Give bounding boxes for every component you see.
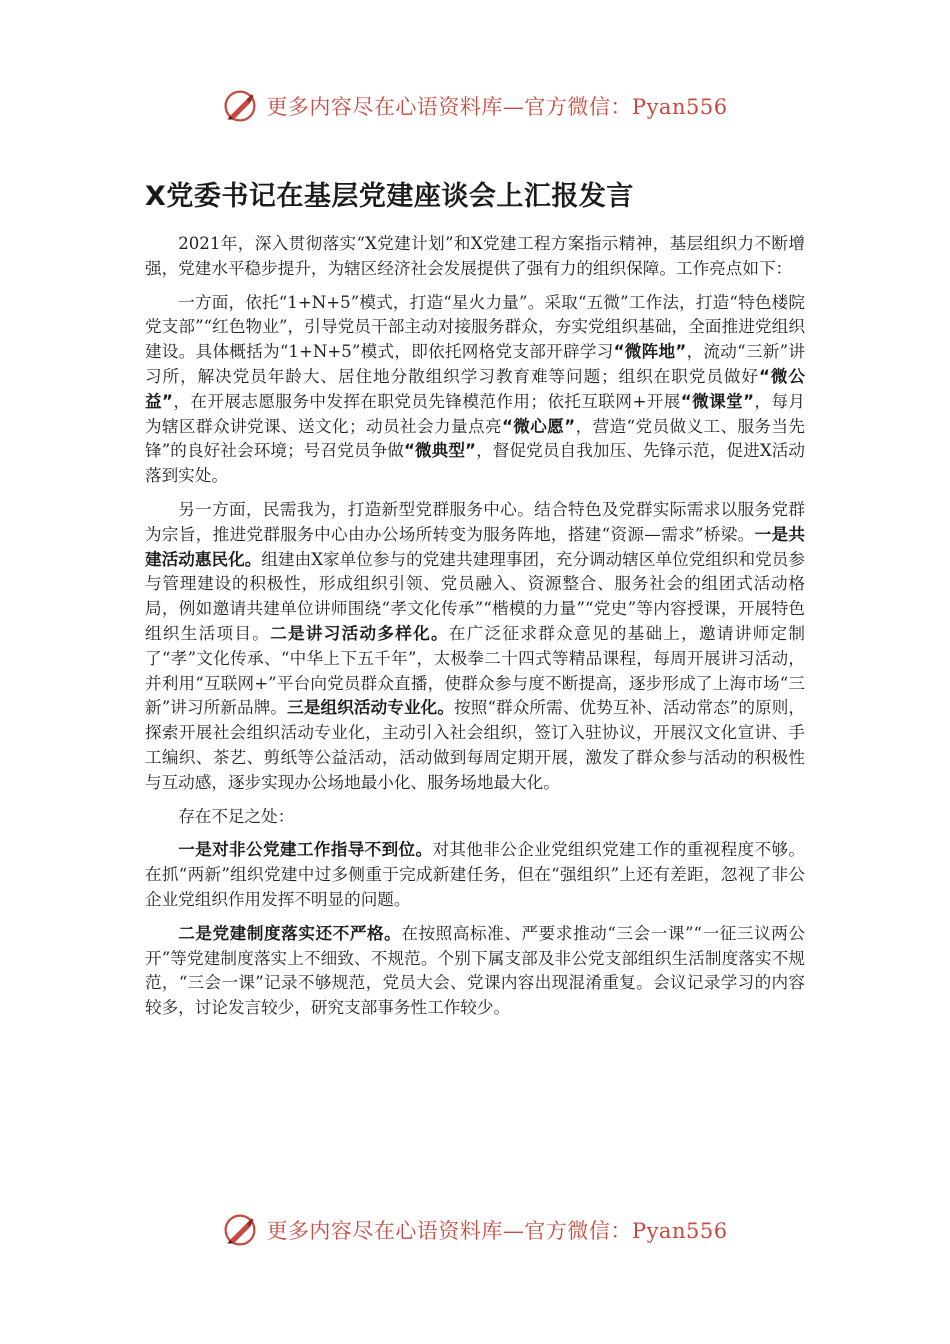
header-banner [0,84,950,128]
paragraph-shortcoming-two [145,922,805,1021]
bold-term: “微心愿” [501,416,576,436]
bold-term: “微课堂” [680,391,754,411]
paragraph-shortcomings-intro [145,805,805,830]
paragraph-shortcoming-one [145,838,805,912]
paragraph-text: ，督促党员自我加压、先锋示范，促进X活动落到实处。 [145,441,806,486]
paragraph-intro [145,232,805,282]
paragraph-text: ，营造“党员做义工、服务当先锋”的良好社会环境；号召党员争做 [145,416,806,461]
page-title: X党委书记在基层党建座谈会上汇报发言 [145,181,634,212]
banner-text: 更多内容尽在心语资料库—官方微信：Pyan556 [266,95,728,119]
paragraph-text: ，在开展志愿服务中发挥在职党员先锋模范作用；依托互联网+开展 [172,391,681,411]
paragraph-text: 按照“群众所需、优势互补、活动常态”的原则，探索开展社会组织活动专业化，主动引入社会组织，签订入驻协议，开展汉文化宣讲、手工编织、茶艺、剪纸等公益活动，活动做到每周定期开展，激发了群众参与活动的积极性与互动感，逐步实现办公场地最小化、服务场地最大化。 [145,698,806,792]
paragraph-text: 一方面，依托“1+N+5”模式，打造“星火力量”。采取“五微”工作法，打造“特色楼院党支部”“红色物业”，引导党员干部主动对接服务群众，夯实党组织基础，全面推进党组织建设。具体概括为“1+N+5”模式，即依托网格党支部开辟学习 [145,292,805,362]
bold-heading: 二是讲习活动多样化。 [270,623,449,643]
bold-heading: 二是党建制度落实还不严格。 [178,923,402,943]
bold-heading: 一是共建活动惠民化。 [145,524,805,569]
pen-logo-icon [222,88,258,124]
bold-term: “微公益” [145,366,806,411]
paragraph-one-side [145,291,805,489]
paragraph-other-side [145,498,805,796]
paragraph-text: ，每月为辖区群众讲党课、送文化；动员社会力量点亮 [145,391,806,436]
footer-banner [0,1208,950,1252]
bold-heading: 一是对非公党建工作指导不到位。 [178,840,433,860]
paragraph-text: 组建由X家单位参与的党建共建理事团，充分调动辖区单位党组织和党员参与管理建设的积极性，形成组织引领、党员融入、资源整合、服务社会的组团式活动格局，例如邀请共建单位讲师围绕“孝文化传承”“楷模的力量”“党史”等内容授课，开展特色组织生活项目。 [145,549,806,643]
paragraph-text: 对其他非公企业党组织党建工作的重视程度不够。在抓“两新”组织党建中过多侧重于完成新建任务，但在“强组织”上还有差距，忽视了非公企业党组织作用发挥不明显的问题。 [145,840,806,909]
banner-text: 更多内容尽在心语资料库—官方微信：Pyan556 [266,1219,728,1243]
bold-term: “微阵地” [613,342,687,362]
document-body [145,232,805,1030]
paragraph-text: ，流动“三新”讲习所，解决党员年龄大、居住地分散组织学习教育难等问题；组织在职党员做好 [145,342,806,386]
paragraph-text: 2021年，深入贯彻落实“X党建计划”和X党建工程方案指示精神，基层组织力不断增强，党建水平稳步提升，为辖区经济社会发展提供了强有力的组织保障。工作亮点如下： [145,234,805,278]
paragraph-text: 存在不足之处： [178,806,295,826]
paragraph-text: 在广泛征求群众意见的基础上，邀请讲师定制了“孝”文化传承、“中华上下五千年”，太极拳二十四式等精品课程，每周开展讲习活动，并利用“互联网+”平台向党员群众直播，使群众参与度不断提高，逐步形成了上海市场“三新”讲习所新品牌。 [145,623,806,718]
pen-logo-icon [222,1212,258,1248]
bold-heading: 三是组织活动专业化。 [287,698,455,718]
bold-term: “微典型” [403,441,476,461]
paragraph-text: 在按照高标准、严要求推动“三会一课”“一征三议两公开”等党建制度落实上不细致、不规范。个别下属支部及非公党支部组织生活制度落实不规范，“三会一课”记录不够规范，党员大会、党课内容出现混淆重复。会议记录学习的内容较多，讨论发言较少，研究支部事务性工作较少。 [145,923,806,1018]
paragraph-text: 另一方面，民需我为，打造新型党群服务中心。结合特色及党群实际需求以服务党群为宗旨，推进党群服务中心由办公场所转变为服务阵地，搭建“资源—需求”桥梁。 [145,499,805,544]
